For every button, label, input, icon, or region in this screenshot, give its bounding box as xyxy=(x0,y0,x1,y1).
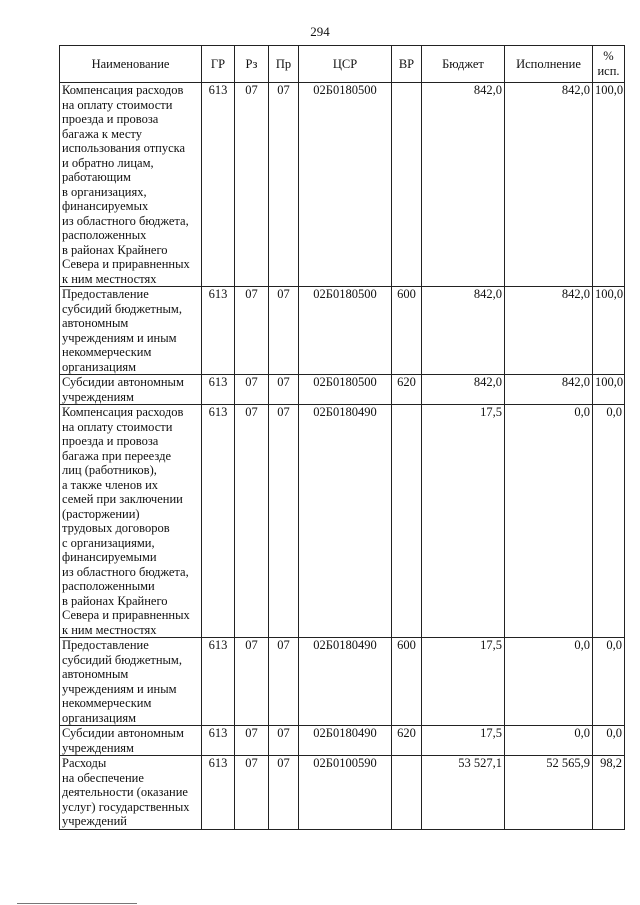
row-name-line: трудовых договоров xyxy=(62,521,170,535)
row-pct: 98,2 xyxy=(593,756,625,830)
row-name-line: организациям xyxy=(62,710,137,725)
row-name-line: из областного бюджета, xyxy=(62,213,189,228)
header-percent-abbr: исп. xyxy=(597,64,620,78)
row-name-line: организациям xyxy=(62,359,137,374)
row-execution: 842,0 xyxy=(505,287,593,375)
row-name-line: автономным xyxy=(62,316,129,330)
row-budget: 17,5 xyxy=(422,405,505,638)
row-name-line: на оплату стоимости xyxy=(62,97,173,112)
row-pr: 07 xyxy=(269,375,299,405)
footer-rule xyxy=(17,903,137,904)
row-budget: 842,0 xyxy=(422,375,505,405)
row-budget: 842,0 xyxy=(422,83,505,287)
table-row xyxy=(60,375,625,405)
header-vr: ВР xyxy=(392,46,422,83)
row-name-line: семей при заключении xyxy=(62,492,183,506)
row-name-line: учреждениям и иным xyxy=(62,681,177,696)
row-vr xyxy=(392,756,422,830)
table-row xyxy=(60,83,625,287)
row-budget: 17,5 xyxy=(422,638,505,726)
row-name xyxy=(60,726,202,756)
header-budget: Бюджет xyxy=(422,46,505,83)
row-name-line: проезда и провоза xyxy=(62,112,159,126)
table-row xyxy=(60,287,625,375)
row-execution: 0,0 xyxy=(505,726,593,756)
row-rz: 07 xyxy=(235,638,269,726)
table-row xyxy=(60,726,625,756)
header-name: Наименование xyxy=(60,46,202,83)
row-rz: 07 xyxy=(235,405,269,638)
row-name-line: расположенными xyxy=(62,579,155,593)
row-name-line: учреждениям xyxy=(62,389,134,404)
row-gr: 613 xyxy=(202,405,235,638)
row-pct: 100,0 xyxy=(593,287,625,375)
row-pr: 07 xyxy=(269,756,299,830)
row-vr: 620 xyxy=(392,726,422,756)
table-row xyxy=(60,638,625,726)
row-name-line: Расходы xyxy=(62,756,107,770)
header-csr: ЦСР xyxy=(299,46,392,83)
row-rz: 07 xyxy=(235,726,269,756)
row-csr: 02Б0180490 xyxy=(299,405,392,638)
row-csr: 02Б0180500 xyxy=(299,375,392,405)
row-name-line: субсидий бюджетным, xyxy=(62,301,182,316)
row-name-line: учреждений xyxy=(62,814,127,828)
budget-table xyxy=(59,45,625,830)
row-vr xyxy=(392,83,422,287)
header-pr: Пр xyxy=(269,46,299,83)
row-name-line: Субсидии автономным xyxy=(62,726,184,740)
row-name-line: деятельности (оказание xyxy=(62,785,188,799)
row-execution: 0,0 xyxy=(505,405,593,638)
row-gr: 613 xyxy=(202,287,235,375)
row-name-line: Субсидии автономным xyxy=(62,375,184,389)
row-execution: 842,0 xyxy=(505,375,593,405)
row-csr: 02Б0180490 xyxy=(299,638,392,726)
row-name-line: лиц (работников), xyxy=(62,463,157,477)
row-name-line: багажа при переезде xyxy=(62,448,172,463)
row-name-line: проезда и провоза xyxy=(62,434,159,448)
row-name xyxy=(60,638,202,726)
header-percent-sign: % xyxy=(603,49,614,63)
row-name-line: в организациях, xyxy=(62,184,147,199)
row-rz: 07 xyxy=(235,83,269,287)
row-name-line: а также членов их xyxy=(62,477,159,492)
row-name-line: учреждениям xyxy=(62,740,134,755)
row-gr: 613 xyxy=(202,756,235,830)
row-pct: 0,0 xyxy=(593,726,625,756)
row-execution: 52 565,9 xyxy=(505,756,593,830)
row-gr: 613 xyxy=(202,83,235,287)
row-budget: 53 527,1 xyxy=(422,756,505,830)
row-name-line: в районах Крайнего xyxy=(62,242,168,257)
header-execution: Исполнение xyxy=(505,46,593,83)
row-name-line: расположенных xyxy=(62,228,147,242)
row-name-line: некоммерческим xyxy=(62,345,152,359)
row-name xyxy=(60,756,202,830)
row-gr: 613 xyxy=(202,375,235,405)
header-percent xyxy=(593,46,625,83)
row-name xyxy=(60,287,202,375)
row-csr: 02Б0180490 xyxy=(299,726,392,756)
row-name-line: услуг) государственных xyxy=(62,799,190,814)
row-pr: 07 xyxy=(269,638,299,726)
header-gr: ГР xyxy=(202,46,235,83)
row-name xyxy=(60,83,202,287)
row-name-line: с организациями, xyxy=(62,535,155,550)
row-pr: 07 xyxy=(269,83,299,287)
row-name-line: Севера и приравненных xyxy=(62,257,190,271)
row-name-line: (расторжении) xyxy=(62,506,140,521)
row-rz: 07 xyxy=(235,756,269,830)
row-csr: 02Б0180500 xyxy=(299,287,392,375)
row-pr: 07 xyxy=(269,726,299,756)
row-name-line: автономным xyxy=(62,667,129,681)
row-pct: 0,0 xyxy=(593,405,625,638)
row-csr: 02Б0100590 xyxy=(299,756,392,830)
row-name-line: использования отпуска xyxy=(62,141,186,155)
row-name-line: и обратно лицам, xyxy=(62,155,154,170)
table-row xyxy=(60,756,625,830)
row-name-line: Предоставление xyxy=(62,287,149,301)
header-rz: Рз xyxy=(235,46,269,83)
table-row xyxy=(60,405,625,638)
row-name-line: Компенсация расходов xyxy=(62,405,184,419)
row-name-line: учреждениям и иным xyxy=(62,330,177,345)
row-name-line: багажа к месту xyxy=(62,126,142,141)
row-name-line: на оплату стоимости xyxy=(62,419,173,434)
row-name-line: Компенсация расходов xyxy=(62,83,184,97)
row-gr: 613 xyxy=(202,726,235,756)
row-execution: 842,0 xyxy=(505,83,593,287)
row-csr: 02Б0180500 xyxy=(299,83,392,287)
row-vr xyxy=(392,405,422,638)
row-name-line: некоммерческим xyxy=(62,696,152,710)
row-budget: 842,0 xyxy=(422,287,505,375)
row-name-line: финансируемых xyxy=(62,199,149,213)
row-name-line: Севера и приравненных xyxy=(62,608,190,622)
row-name-line: на обеспечение xyxy=(62,770,144,785)
row-pr: 07 xyxy=(269,405,299,638)
row-pct: 100,0 xyxy=(593,83,625,287)
row-pct: 100,0 xyxy=(593,375,625,405)
row-gr: 613 xyxy=(202,638,235,726)
row-name-line: работающим xyxy=(62,170,131,184)
header-row xyxy=(60,46,625,83)
row-name-line: финансируемыми xyxy=(62,550,157,564)
page-number: 294 xyxy=(310,24,330,39)
row-vr: 600 xyxy=(392,638,422,726)
row-name-line: из областного бюджета, xyxy=(62,564,189,579)
row-name xyxy=(60,375,202,405)
row-vr: 620 xyxy=(392,375,422,405)
row-pct: 0,0 xyxy=(593,638,625,726)
row-name-line: к ним местностях xyxy=(62,622,157,637)
row-name-line: субсидий бюджетным, xyxy=(62,652,182,667)
row-vr: 600 xyxy=(392,287,422,375)
row-rz: 07 xyxy=(235,375,269,405)
table-body xyxy=(60,83,625,830)
row-execution: 0,0 xyxy=(505,638,593,726)
row-pr: 07 xyxy=(269,287,299,375)
row-rz: 07 xyxy=(235,287,269,375)
row-name-line: в районах Крайнего xyxy=(62,593,168,608)
row-name-line: к ним местностях xyxy=(62,271,157,286)
row-name-line: Предоставление xyxy=(62,638,149,652)
row-name xyxy=(60,405,202,638)
row-budget: 17,5 xyxy=(422,726,505,756)
